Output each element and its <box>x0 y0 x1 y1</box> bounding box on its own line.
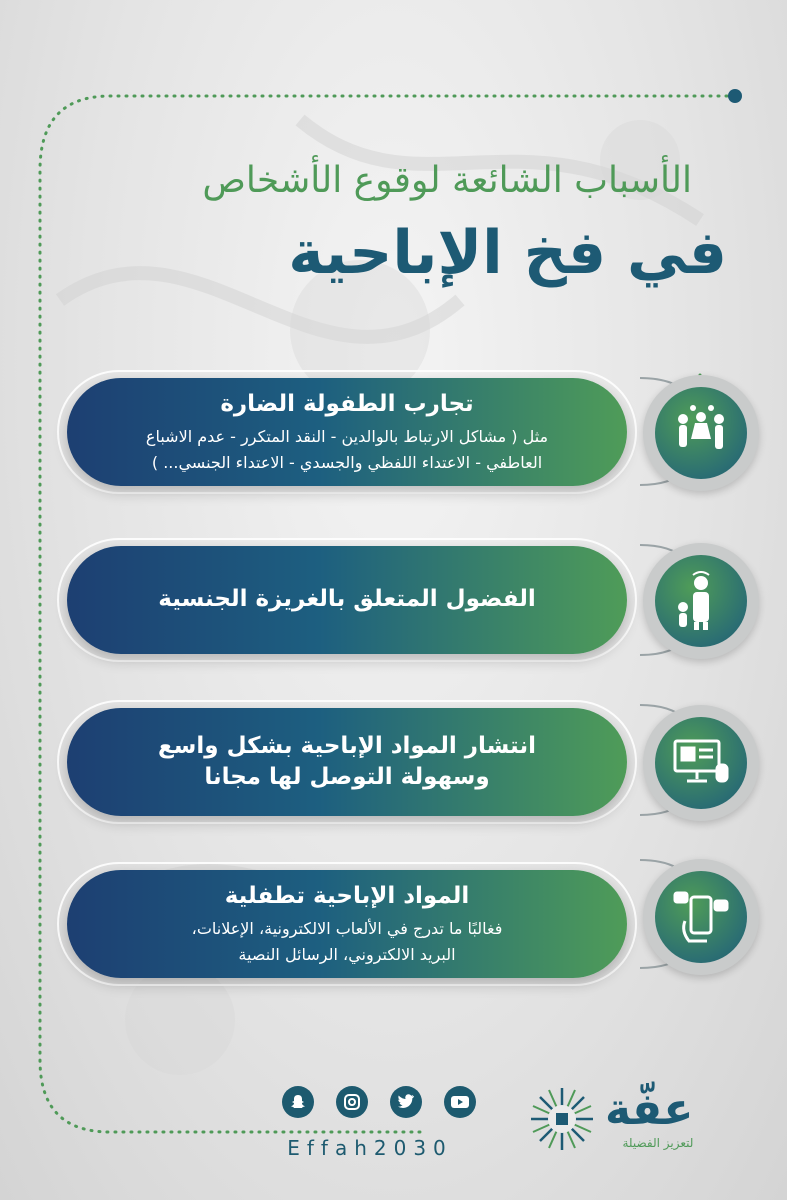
cause-title-line: انتشار المواد الإباحية بشكل واسع <box>158 732 536 759</box>
youtube-icon[interactable] <box>444 1086 476 1118</box>
twitter-icon[interactable] <box>390 1086 422 1118</box>
dot-end-marker <box>728 89 742 103</box>
logo-name: عفّة <box>605 1084 694 1135</box>
logo-emblem-icon <box>527 1084 597 1154</box>
logo-tagline: لتعزيز الفضيلة <box>622 1136 694 1150</box>
logo <box>527 1074 727 1164</box>
phone-in-hand-icon <box>655 871 747 963</box>
instagram-icon[interactable] <box>336 1086 368 1118</box>
subtitle: الأسباب الشائعة لوقوع الأشخاص <box>202 160 692 201</box>
computer-screen-icon <box>655 717 747 809</box>
cause-title: الفضول المتعلق بالغريزة الجنسية <box>158 586 536 613</box>
icon-badge <box>643 375 759 491</box>
cause-card-1 <box>67 378 627 486</box>
cause-desc <box>146 424 548 475</box>
logo-text <box>605 1084 694 1150</box>
cause-card-2 <box>67 546 627 654</box>
cause-title: المواد الإباحية تطفلية <box>224 882 470 909</box>
cause-title: تجارب الطفولة الضارة <box>220 390 474 417</box>
page-title: في فخ الإباحية <box>288 218 727 288</box>
social-links <box>282 1086 476 1118</box>
social-handle: Effah2030 <box>287 1136 453 1160</box>
confused-person-icon <box>655 555 747 647</box>
cause-title-line: وسهولة التوصل لها مجانا <box>204 764 490 790</box>
icon-badge <box>643 705 759 821</box>
snapchat-icon[interactable] <box>282 1086 314 1118</box>
cause-desc-line: البريد الالكتروني، الرسائل النصية <box>238 944 456 964</box>
cause-desc-line: فغالبًا ما تدرج في الألعاب الالكترونية، الإعلانات، <box>191 918 503 938</box>
family-argument-icon <box>655 387 747 479</box>
cause-desc <box>192 916 503 967</box>
icon-badge <box>643 859 759 975</box>
icon-badge <box>643 543 759 659</box>
cause-card-4 <box>67 870 627 978</box>
cause-desc-line: مثل ( مشاكل الارتباط بالوالدين - النقد المتكرر - عدم الاشباع <box>145 426 549 446</box>
cause-card-3 <box>67 708 627 816</box>
cause-desc-line: العاطفي - الاعتداء اللفظي والجسدي - الاعتداء الجنسي... ) <box>151 452 543 472</box>
